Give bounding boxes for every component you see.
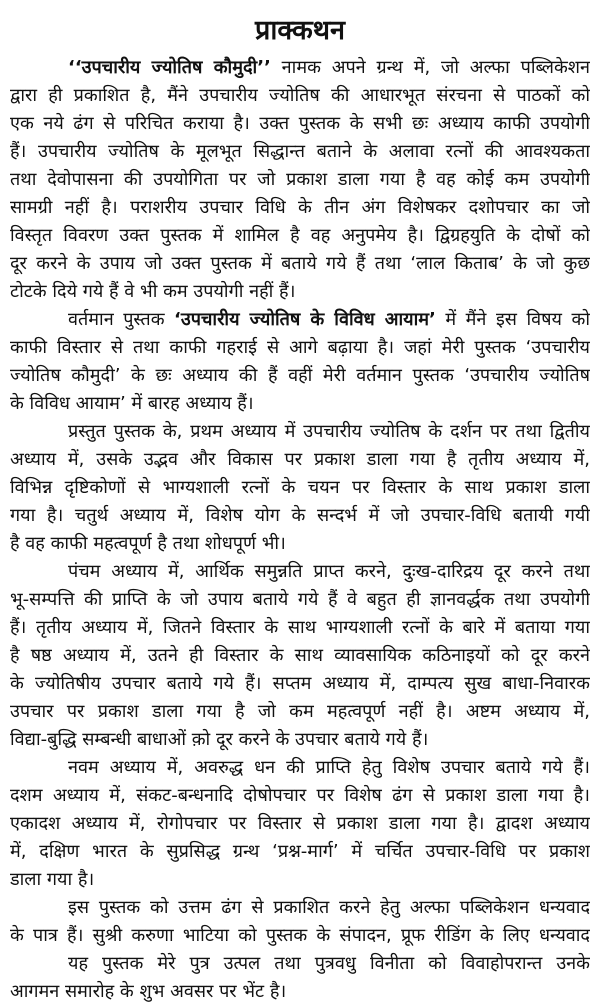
text-line <box>10 530 590 558</box>
text-line <box>10 278 590 306</box>
line-text: विद्या-बुद्धि सम्बन्धी बाधाओं क़ो दूर करने के उपचार बताये गये हैं। <box>10 729 429 750</box>
book-title-emphasis: ‘‘उपचारीय ज्योतिष कौमुदी’’ <box>68 57 271 78</box>
preface-body <box>10 54 590 1006</box>
line-text: दशम अध्याय में, संकट-बन्धनादि दोषोपचार पर विशेष ढंग से प्रकाश डाला गया है। <box>10 785 590 806</box>
text-line <box>10 110 590 138</box>
text-line <box>10 82 590 110</box>
line-text: डाला गया है। <box>10 869 95 890</box>
line-text: सामग्री नहीं है। पराशरीय उपचार विधि के तीन अंग विशेषकर दशोपचार का जो <box>10 197 590 218</box>
line-text: हैं। उपचारीय ज्योतिष के मूलभूत सिद्धान्त बताने के अलावा रत्नों की आवश्यकता <box>10 141 590 162</box>
line-text: दूर करने के उपाय जो उक्त पुस्तक में बताये गये हैं तथा ‘लाल किताब’ के जो कुछ <box>10 253 590 274</box>
text-line <box>10 138 590 166</box>
line-text: तथा देवोपासना की उपयोगिता पर जो प्रकाश डाला गया है वह कोई कम उपयोगी <box>10 169 590 190</box>
line-text: के पात्र हैं। सुश्री करुणा भाटिया को पुस्तक के संपादन, प्रूफ रीडिंग के लिए धन्यवाद <box>10 925 590 946</box>
line-text: हैं। तृतीय अध्याय में, जितने विस्तार के साथ भाग्यशाली रत्नों के बारे में बताया गया <box>10 617 590 638</box>
text-line <box>10 782 590 810</box>
text-line <box>10 754 590 782</box>
line-text: अध्याय में, उसके उद्भव और विकास पर प्रकाश डाला गया है तृतीय अध्याय में, <box>10 449 590 470</box>
text-line <box>10 390 590 418</box>
line-text: भू-सम्पत्ति की प्राप्ति के जो उपाय बताये गये हैं वे बहुत ही ज्ञानवर्द्धक तथा उपयोगी <box>10 589 590 610</box>
text-line <box>10 950 590 978</box>
text-line <box>10 362 590 390</box>
text-line <box>10 250 590 278</box>
line-text: वर्तमान पुस्तक <box>68 309 175 330</box>
line-text: एकादश अध्याय में, रोगोपचार पर विस्तार से प्रकाश डाला गया है। द्वादश अध्याय <box>10 813 590 834</box>
line-text: है षष्ठ अध्याय में, उतने ही विस्तार के साथ व्यावसायिक कठिनाइयों को दूर करने <box>10 645 590 666</box>
line-text: के विविध आयाम’ में बारह अध्याय हैं। <box>10 393 254 414</box>
text-line <box>10 586 590 614</box>
line-text: द्वारा ही प्रकाशित है, मैंने उपचारीय ज्योतिष की आधारभूत संरचना से पाठकों को <box>10 85 590 106</box>
text-line <box>10 726 590 754</box>
line-text: आगमन समारोह के शुभ अवसर पर भेंट है। <box>10 981 287 1002</box>
line-text: ज्योतिष कौमुदी’ के छः अध्याय की हैं वहीं मेरी वर्तमान पुस्तक ‘उपचारीय ज्योतिष <box>10 365 590 386</box>
line-text: विभिन्न दृष्टिकोणों से भाग्यशाली रत्नों के चयन पर विस्तार के साथ प्रकाश डाला <box>10 477 590 498</box>
book-title-emphasis: ‘उपचारीय ज्योतिष के विविध आयाम’ <box>174 309 436 330</box>
line-text: में, दक्षिण भारत के सुप्रसिद्ध ग्रन्थ ‘प्रश्न-मार्ग’ में चर्चित उपचार-विधि पर प्रकाश <box>10 841 590 862</box>
line-text: काफी विस्तार से तथा काफी गहराई से आगे बढ़ाया है। जहां मेरी पुस्तक ‘उपचारीय <box>10 337 590 358</box>
line-text: विस्तृत विवरण उक्त पुस्तक में शामिल है वह अनुपमेय है। द्विग्रहयुति के दोषों को <box>10 225 590 246</box>
text-line <box>10 502 590 530</box>
line-text: प्रस्तुत पुस्तक के, प्रथम अध्याय में उपचारीय ज्योतिष के दर्शन पर तथा द्वितीय <box>68 421 590 442</box>
line-text: में मैंने इस विषय को <box>435 309 590 330</box>
line-text: उपचार पर प्रकाश डाला गया है जो कम महत्वपूर्ण नहीं है। अष्टम अध्याय में, <box>10 701 590 722</box>
text-line <box>10 978 590 1006</box>
text-line <box>10 222 590 250</box>
text-line <box>10 446 590 474</box>
line-text: नामक अपने ग्रन्थ में, जो अल्फा पब्लिकेशन <box>270 57 590 78</box>
text-line <box>10 838 590 866</box>
text-line <box>10 894 590 922</box>
text-line <box>10 334 590 362</box>
line-text: पंचम अध्याय में, आर्थिक समुन्नति प्राप्त करने, दुःख-दारिद्रय दूर करने तथा <box>68 561 590 582</box>
text-line <box>10 418 590 446</box>
text-line <box>10 698 590 726</box>
line-text: इस पुस्तक को उत्तम ढंग से प्रकाशित करने हेतु अल्फा पब्लिकेशन धन्यवाद <box>68 897 590 918</box>
line-text: यह पुस्तक मेरे पुत्र उत्पल तथा पुत्रवधु विनीता को विवाहोपरान्त उनके <box>68 953 590 974</box>
text-line <box>10 670 590 698</box>
page-title: प्राक्कथन <box>254 15 346 46</box>
line-text: एक नये ढंग से परिचित कराया है। उक्त पुस्तक के सभी छः अध्याय काफी उपयोगी <box>10 113 590 134</box>
text-line <box>10 474 590 502</box>
text-line <box>10 642 590 670</box>
line-text: है वह काफी महत्वपूर्ण है तथा शोधपूर्ण भी। <box>10 533 286 554</box>
text-line <box>10 614 590 642</box>
line-text: गया है। चतुर्थ अध्याय में, विशेष योग के सन्दर्भ में जो उपचार-विधि बतायी गयी <box>10 505 590 526</box>
line-text: नवम अध्याय में, अवरुद्ध धन की प्राप्ति हेतु विशेष उपचार बताये गये हैं। <box>68 757 590 778</box>
text-line <box>10 306 590 334</box>
text-line <box>10 166 590 194</box>
text-line <box>10 558 590 586</box>
text-line <box>10 810 590 838</box>
line-text: टोटके दिये गये हैं वे भी कम उपयोगी नहीं हैं। <box>10 281 296 302</box>
text-line <box>10 194 590 222</box>
text-line <box>10 54 590 82</box>
line-text: के ज्योतिषीय उपचार बताये गये हैं। सप्तम अध्याय में, दाम्पत्य सुख बाधा-निवारक <box>10 673 590 694</box>
text-line <box>10 866 590 894</box>
text-line <box>10 922 590 950</box>
